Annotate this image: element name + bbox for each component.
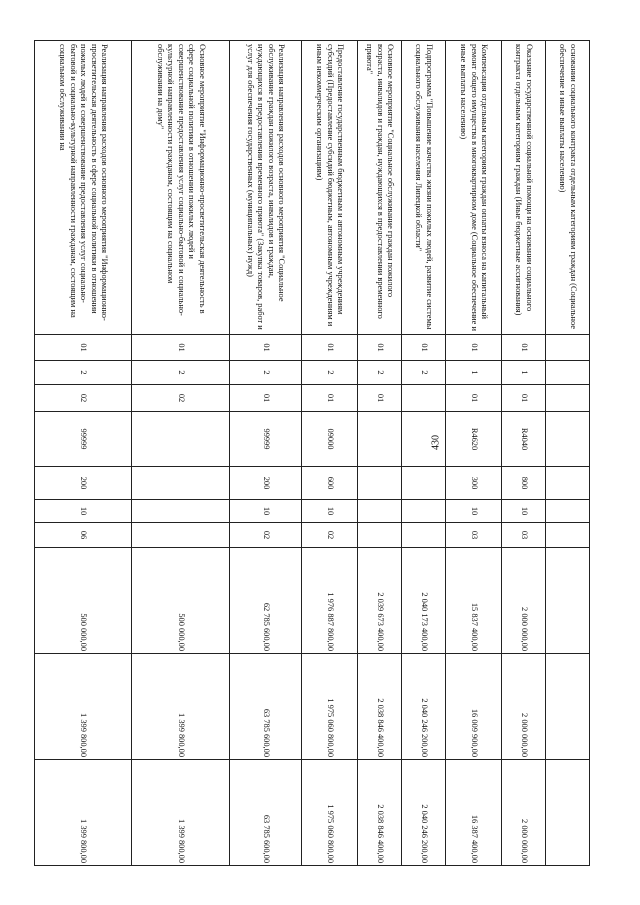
page-number: 430 xyxy=(430,435,442,450)
table-row xyxy=(446,41,502,866)
row-name-cell: Подпрограмма "Повышение качества жизни пожилых людей, развитие системы социального обслуживания населения Липецкой области" xyxy=(402,41,446,335)
section-cell: 10 xyxy=(446,500,502,523)
subsection-cell xyxy=(546,523,590,548)
section-cell: 10 xyxy=(302,500,358,523)
amount-year1-cell: 500 000,00 xyxy=(35,548,132,654)
activity-code-cell: 02 xyxy=(132,385,230,412)
program-code-cell xyxy=(546,335,590,361)
amount-year2-cell: 2 000 000,00 xyxy=(502,654,546,760)
amount-year2-cell xyxy=(546,654,590,760)
subprogram-code-cell: 1 xyxy=(502,361,546,385)
row-name-cell: Предоставление государственным бюджетным и автономным учреждениям субсидий (Предоставление субсидий бюджетным, автономным учреждениям и иным некоммерческим организациям) xyxy=(302,41,358,335)
amount-year1-cell: 2 000 000,00 xyxy=(502,548,546,654)
subprogram-code-cell: 1 xyxy=(446,361,502,385)
amount-year3-cell xyxy=(546,760,590,866)
expense-type-cell xyxy=(132,467,230,500)
section-cell xyxy=(358,500,402,523)
amount-year2-cell: 16 009 900,00 xyxy=(446,654,502,760)
subsection-cell xyxy=(358,523,402,548)
expense-type-cell xyxy=(402,467,446,500)
activity-code-cell: 02 xyxy=(35,385,132,412)
row-name-cell: Реализация направления расходов основного мероприятия "Информационно-просветительская деятельность в сфере социальной политики в отношении пожилых людей и совершенствование предоставления услуг социально-бытовой и социально-культурной направленности гражданам, состоящим на социальном обслуживании на xyxy=(35,41,132,335)
table-viewport xyxy=(60,40,590,865)
direction-code-cell xyxy=(546,412,590,467)
row-name-cell: Компенсация отдельным категориям граждан оплаты взноса на капитальный ремонт общего имущества в многоквартирном доме (Социальное обеспечение и иные выплаты населению) xyxy=(446,41,502,335)
activity-code-cell: 01 xyxy=(358,385,402,412)
subsection-cell xyxy=(402,523,446,548)
subprogram-code-cell xyxy=(546,361,590,385)
amount-year2-cell: 1 399 800,00 xyxy=(35,654,132,760)
table-row xyxy=(546,41,590,866)
subprogram-code-cell: 2 xyxy=(35,361,132,385)
activity-code-cell: 01 xyxy=(446,385,502,412)
expense-type-cell xyxy=(358,467,402,500)
amount-year2-cell: 63 785 600,00 xyxy=(230,654,302,760)
subsection-cell: 02 xyxy=(302,523,358,548)
activity-code-cell: 01 xyxy=(302,385,358,412)
amount-year3-cell: 2 000 000,00 xyxy=(502,760,546,866)
budget-table xyxy=(60,40,590,865)
direction-code-cell: 99999 xyxy=(35,412,132,467)
section-cell: 10 xyxy=(230,500,302,523)
subprogram-code-cell: 2 xyxy=(402,361,446,385)
amount-year3-cell: 1 399 800,00 xyxy=(132,760,230,866)
program-code-cell: 01 xyxy=(230,335,302,361)
row-name-cell: Основное мероприятие "Социальное обслуживание граждан пожилого возраста, инвалидов и граждан, нуждающихся в предоставлении временного приюта" xyxy=(358,41,402,335)
program-code-cell: 01 xyxy=(302,335,358,361)
amount-year3-cell: 63 785 600,00 xyxy=(230,760,302,866)
subprogram-code-cell: 2 xyxy=(358,361,402,385)
row-name-cell: Оказание государственной социальной помощи на основании социального контракта отдельным категориям граждан (Иные бюджетные ассигнования) xyxy=(502,41,546,335)
amount-year2-cell: 2 038 846 400,00 xyxy=(358,654,402,760)
amount-year1-cell: 1 976 887 800,00 xyxy=(302,548,358,654)
amount-year3-cell: 2 038 846 400,00 xyxy=(358,760,402,866)
amount-year1-cell: 2 040 173 400,00 xyxy=(402,548,446,654)
section-cell xyxy=(402,500,446,523)
amount-year3-cell: 1 975 060 800,00 xyxy=(302,760,358,866)
direction-code-cell: 99999 xyxy=(230,412,302,467)
direction-code-cell xyxy=(358,412,402,467)
subprogram-code-cell: 2 xyxy=(230,361,302,385)
subsection-cell: 02 xyxy=(230,523,302,548)
expense-type-cell: 600 xyxy=(302,467,358,500)
table-row xyxy=(402,41,446,866)
amount-year1-cell: 15 837 400,00 xyxy=(446,548,502,654)
section-cell xyxy=(132,500,230,523)
amount-year3-cell: 2 040 246 200,00 xyxy=(402,760,446,866)
table-row xyxy=(502,41,546,866)
amount-year1-cell xyxy=(546,548,590,654)
direction-code-cell xyxy=(402,412,446,467)
activity-code-cell xyxy=(402,385,446,412)
subprogram-code-cell: 2 xyxy=(132,361,230,385)
program-code-cell: 01 xyxy=(446,335,502,361)
amount-year3-cell: 16 387 400,00 xyxy=(446,760,502,866)
amount-year2-cell: 1 399 800,00 xyxy=(132,654,230,760)
amount-year2-cell: 2 040 246 200,00 xyxy=(402,654,446,760)
table-row xyxy=(132,41,230,866)
direction-code-cell xyxy=(132,412,230,467)
amount-year1-cell: 62 785 600,00 xyxy=(230,548,302,654)
row-name-cell: Основное мероприятие "Информационно-просветительская деятельность в сфере социальной политики в отношении пожилых людей и совершенствование предоставления услуг социально-бытовой и социально-культурной направленности гражданам, состоящим на социальном обслуживании на дому" xyxy=(132,41,230,335)
program-code-cell: 01 xyxy=(358,335,402,361)
subprogram-code-cell: 2 xyxy=(302,361,358,385)
direction-code-cell: R4620 xyxy=(446,412,502,467)
subsection-cell: 03 xyxy=(502,523,546,548)
program-code-cell: 01 xyxy=(132,335,230,361)
activity-code-cell: 01 xyxy=(502,385,546,412)
table-row xyxy=(302,41,358,866)
row-name-cell: Реализация направления расходов основного мероприятия "Социальное обслуживание граждан пожилого возраста, инвалидов и граждан, нуждающихся в предоставлении временного приюта" (Закупка товаров, работ и услуг для обеспечения государственных (муниципальных) нужд) xyxy=(230,41,302,335)
activity-code-cell xyxy=(546,385,590,412)
subsection-cell: 03 xyxy=(446,523,502,548)
section-cell: 10 xyxy=(502,500,546,523)
expense-type-cell: 200 xyxy=(230,467,302,500)
section-cell xyxy=(546,500,590,523)
amount-year1-cell: 500 000,00 xyxy=(132,548,230,654)
amount-year3-cell: 1 399 800,00 xyxy=(35,760,132,866)
table-row xyxy=(358,41,402,866)
expense-type-cell xyxy=(546,467,590,500)
table-body xyxy=(35,41,590,866)
table-row xyxy=(35,41,132,866)
section-cell: 10 xyxy=(35,500,132,523)
subsection-cell: 06 xyxy=(35,523,132,548)
direction-code-cell: R4040 xyxy=(502,412,546,467)
expense-type-cell: 800 xyxy=(502,467,546,500)
activity-code-cell: 01 xyxy=(230,385,302,412)
program-code-cell: 01 xyxy=(402,335,446,361)
amount-year1-cell: 2 039 673 400,00 xyxy=(358,548,402,654)
program-code-cell: 01 xyxy=(502,335,546,361)
subsection-cell xyxy=(132,523,230,548)
program-code-cell: 01 xyxy=(35,335,132,361)
expense-type-cell: 200 xyxy=(35,467,132,500)
table-row xyxy=(230,41,302,866)
row-name-cell: основании социального контракта отдельным категориям граждан (Социальное обеспечение и иные выплаты населению) xyxy=(546,41,590,335)
expense-type-cell: 300 xyxy=(446,467,502,500)
direction-code-cell: 09000 xyxy=(302,412,358,467)
amount-year2-cell: 1 975 060 800,00 xyxy=(302,654,358,760)
